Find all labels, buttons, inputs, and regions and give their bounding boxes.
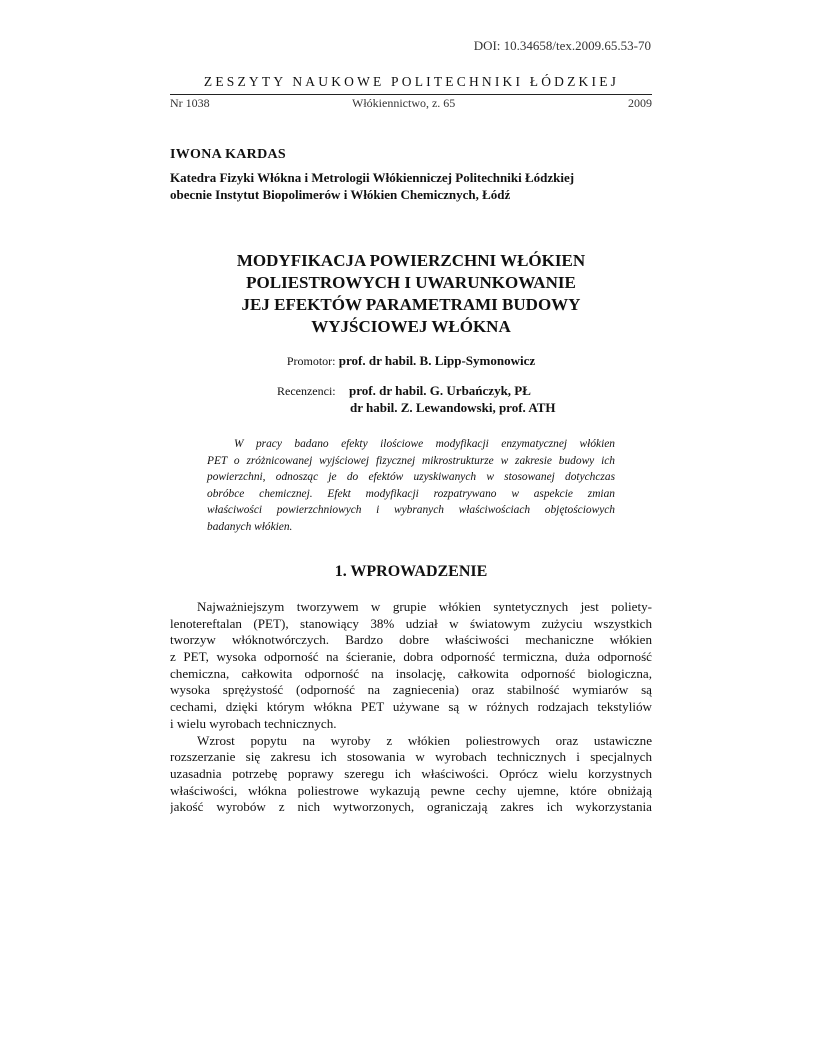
body-line: rozszerzanie się zakresu ich stosowania w wyrobach technicznych i specjalnych [170, 749, 652, 765]
header-rule [170, 94, 652, 95]
issue-line [170, 96, 652, 112]
promotor-name: prof. dr habil. B. Lipp-Symonowicz [338, 353, 536, 368]
body-line: lenotereftalan (PET), stanowiący 38% udział w światowym zużyciu wszystkich [170, 615, 652, 631]
abstract-line: powierzchni, odnosząc je do efektów uzyskiwanych w stosowanej dotychczas [207, 471, 615, 484]
reviewers-label: Recenzenci: [277, 384, 336, 398]
reviewer-name: dr habil. Z. Lewandowski, prof. ATH [350, 400, 556, 415]
body-line: Wzrost popytu na wyroby z włókien poliestrowych oraz ustawiczne [197, 732, 652, 748]
body-line: chemiczna, całkowita odporność na insolację, całkowita odporność biologiczna, [170, 665, 652, 681]
promotor [170, 353, 652, 369]
body-line: właściwości, włókna poliestrowe wykazują pewne cechy ujemne, które obniżają [170, 782, 652, 798]
section-heading: 1. WPROWADZENIE [334, 563, 488, 580]
body-line: Najważniejszym tworzywem w grupie włókien syntetycznych jest poliety- [197, 599, 652, 614]
issue-number: Nr 1038 [170, 96, 210, 110]
body-line: cechami, dzięki którym włókna PET używane są w różnych rodzajach tekstyliów [170, 699, 652, 715]
title-line: MODYFIKACJA POWIERZCHNI WŁÓKIEN [236, 251, 586, 270]
abstract-line: obróbce chemicznej. Efekt modyfikacji rozpatrywano w aspekcie zmian [207, 487, 615, 500]
author-name: IWONA KARDAS [170, 147, 287, 162]
abstract [207, 436, 615, 536]
title-line: JEJ EFEKTÓW PARAMETRAMI BUDOWY [241, 295, 581, 314]
body-line: jakość wyrobów z nich wytworzonych, ograniczają zakres ich wykorzystania [170, 799, 652, 815]
affiliation-line-1: Katedra Fizyki Włókna i Metrologii Włókienniczej Politechniki Łódzkiej [170, 170, 575, 185]
paper-title [170, 250, 652, 338]
doi: DOI: 10.34658/tex.2009.65.53-70 [473, 38, 651, 53]
body-line: wysoka sprężystość (odporność na zagniecenia) oraz stabilność wymiarów są [170, 682, 652, 698]
journal-name: ZESZYTY NAUKOWE POLITECHNIKI ŁÓDZKIEJ [203, 74, 620, 89]
reviewer-name: prof. dr habil. G. Urbańczyk, PŁ [349, 383, 531, 398]
body-line: z PET, wysoka odporność na ścieranie, dobra odporność termiczna, duża odporność [170, 649, 652, 665]
title-line: WYJŚCIOWEJ WŁÓKNA [311, 317, 511, 336]
promotor-label: Promotor: [286, 354, 336, 368]
issue-series: Włókiennictwo, z. 65 [352, 96, 456, 110]
title-line: POLIESTROWYCH I UWARUNKOWANIE [246, 273, 576, 292]
body-line: tworzyw włóknotwórczych. Bardzo dobre właściwości mechaniczne włókien [170, 632, 652, 648]
abstract-line: PET o zróżnicowanej wyjściowej fizycznej mikrostrukturze w zakresie budowy ich [207, 454, 615, 467]
abstract-line: badanych włókien. [207, 520, 293, 533]
body-line: uzasadnia potrzebę poprawy szeregu ich właściwości. Oprócz wielu korzystnych [170, 765, 652, 781]
affiliation-line-2: obecnie Instytut Biopolimerów i Włókien Chemicznych, Łódź [170, 187, 511, 202]
abstract-line: właściwości powierzchniowych i wybranych właściwościach objętościowych [207, 504, 615, 517]
abstract-line: W pracy badano efekty ilościowe modyfikacji enzymatycznej włókien [234, 438, 615, 450]
issue-year: 2009 [628, 96, 652, 110]
body-line: i wielu wyrobach technicznych. [170, 715, 337, 731]
body-text [170, 599, 652, 816]
